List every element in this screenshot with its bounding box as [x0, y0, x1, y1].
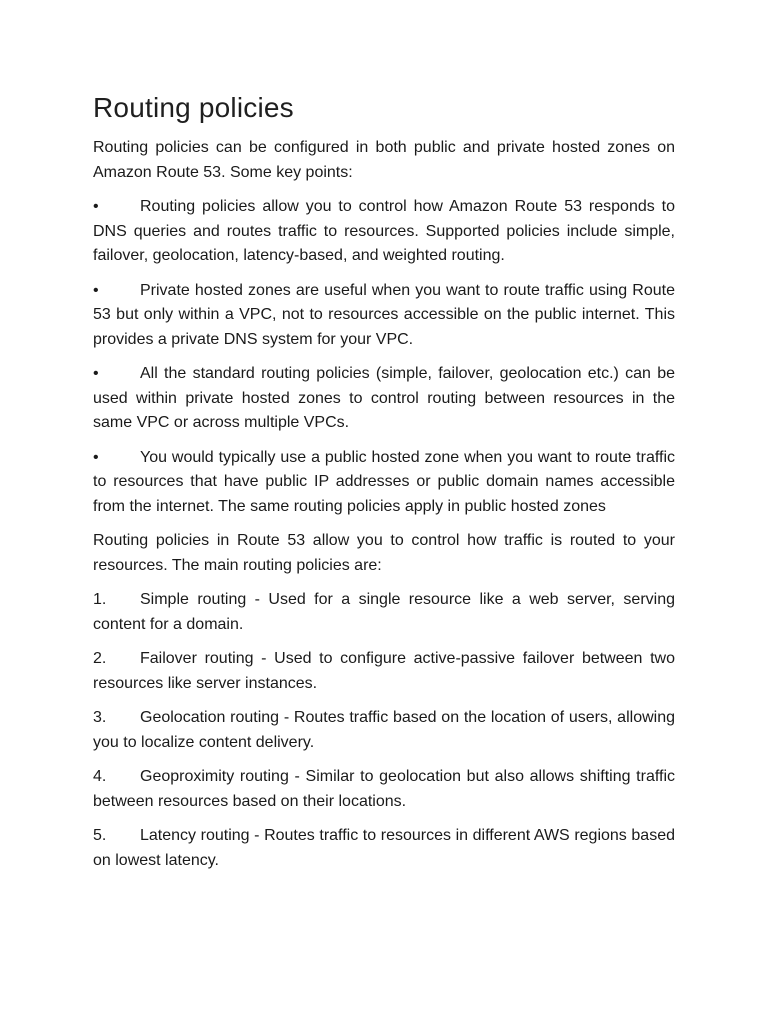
number-marker: 1. — [93, 591, 107, 608]
bullet-marker: • — [93, 448, 99, 466]
document-page — [93, 88, 675, 883]
list-item — [93, 588, 675, 637]
numbered-list — [93, 588, 675, 873]
list-item — [93, 446, 675, 520]
list-item-text: All the standard routing policies (simple, failover, geolocation etc.) can be used within private hosted zones to control routing between resources in the same VPC or across multiple VPCs. — [93, 365, 675, 431]
list-item — [93, 195, 675, 269]
list-item — [93, 279, 675, 353]
page-title: Routing policies — [93, 92, 294, 123]
number-marker: 4. — [93, 768, 107, 785]
list-item-text: Geolocation routing - Routes traffic based on the location of users, allowing you to localize content delivery. — [93, 709, 675, 751]
bullet-marker: • — [93, 198, 99, 215]
list-item — [93, 765, 675, 814]
list-item — [93, 647, 675, 696]
second-intro-paragraph: Routing policies in Route 53 allow you to control how traffic is routed to your resources. The main routing policies are: — [93, 532, 675, 574]
number-marker: 3. — [93, 709, 107, 726]
intro-paragraph: Routing policies can be configured in both public and private hosted zones on Amazon Route 53. Some key points: — [93, 139, 675, 181]
list-item-text: Latency routing - Routes traffic to resources in different AWS regions based on lowest latency. — [93, 827, 675, 869]
bullet-marker: • — [93, 365, 99, 382]
bullet-marker: • — [93, 281, 99, 299]
list-item-text: Routing policies allow you to control how Amazon Route 53 responds to DNS queries and routes traffic to resources. Supported policies include simple, failover, geolocation, latency-based, and weighted routing. — [93, 198, 675, 264]
list-item — [93, 824, 675, 873]
number-marker: 5. — [93, 827, 107, 844]
list-item — [93, 706, 675, 755]
number-marker: 2. — [93, 650, 107, 667]
list-item-text: Private hosted zones are useful when you want to route traffic using Route 53 but only within a VPC, not to resources accessible on the public internet. This provides a private DNS system for your VPC. — [93, 281, 675, 348]
list-item-text: Geoproximity routing - Similar to geolocation but also allows shifting traffic between resources based on their locations. — [93, 768, 675, 810]
list-item-text: You would typically use a public hosted zone when you want to route traffic to resources that have public IP addresses or public domain names accessible from the internet. The same routing policies apply in public hosted zones — [93, 448, 675, 515]
list-item — [93, 362, 675, 436]
list-item-text: Simple routing - Used for a single resource like a web server, serving content for a domain. — [93, 591, 675, 633]
list-item-text: Failover routing - Used to configure active-passive failover between two resources like server instances. — [93, 650, 675, 692]
bullet-list — [93, 195, 675, 519]
